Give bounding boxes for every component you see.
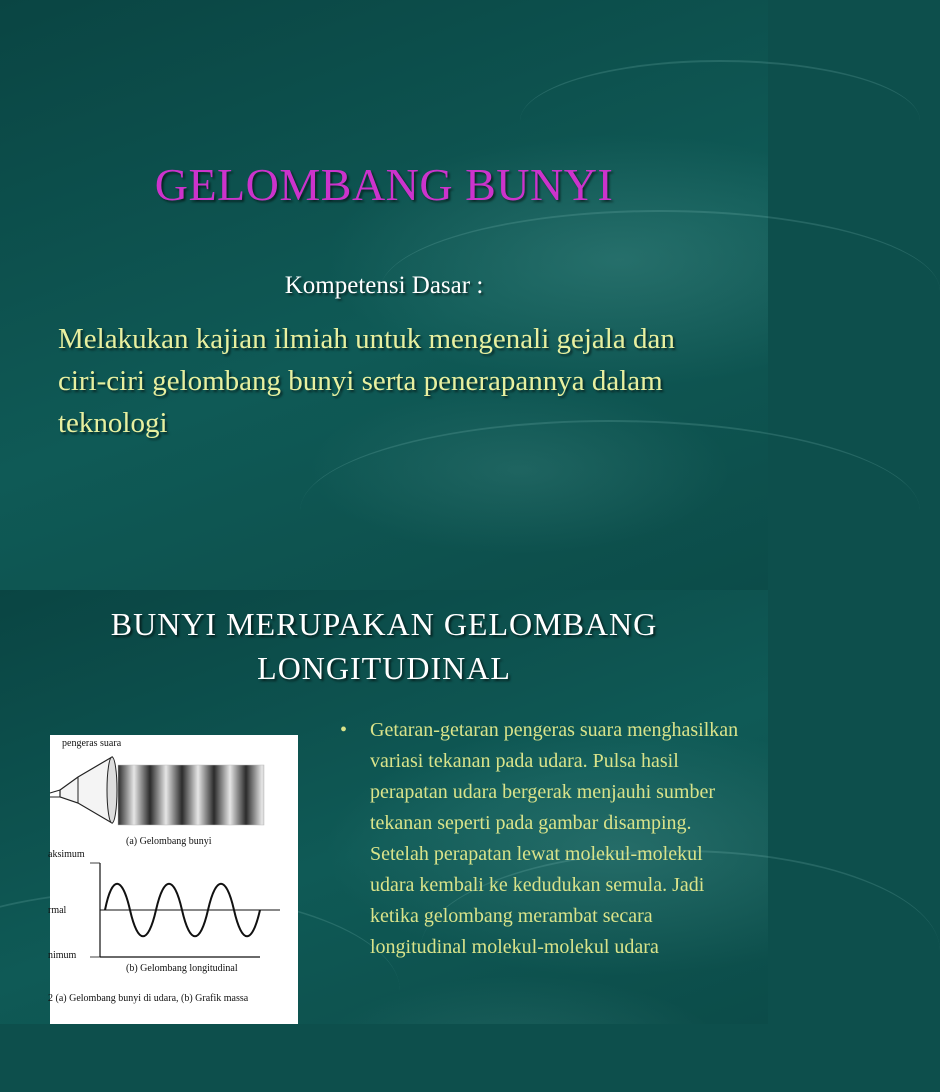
title-line-2: LONGITUDINAL [257,650,511,686]
caption-a: (a) Gelombang bunyi [126,836,212,847]
bullet-item [340,715,740,963]
max-label: aksimum [48,849,85,860]
sound-wave-figure [50,735,298,1024]
bullet-icon: • [340,719,348,741]
normal-label: rmal [48,905,67,916]
caption-main: 2 (a) Gelombang bunyi di udara, (b) Grafik massa [48,993,249,1004]
figure-drawing [50,735,298,1024]
speaker-label: pengeras suara [62,738,122,749]
slide-2 [0,590,768,1024]
speaker-icon [50,757,117,823]
bullet-text: Getaran-getaran pengeras suara menghasilkan variasi tekanan pada udara. Pulsa hasil perapatan udara bergerak menjauhi sumber tekanan seperti pada gambar disamping. Setelah perapatan lewat molekul-molekul udara kembali ke kedudukan semula. Jadi ketika gelombang merambat secara longitudinal molekul-molekul udara [370,719,739,958]
slide-subtitle: Kompetensi Dasar : [284,272,484,299]
competency-text: Melakukan kajian ilmiah untuk mengenali gejala dan ciri-ciri gelombang bunyi serta penerapannya dalam teknologi [58,323,675,439]
caption-b: (b) Gelombang longitudinal [126,963,238,974]
title-line-1: BUNYI MERUPAKAN GELOMBANG [110,606,658,642]
slide-title [0,602,768,690]
decorative-swoosh [300,420,920,602]
min-label: nimum [48,950,77,961]
slide-1 [0,0,768,590]
compression-bands [118,765,264,825]
slide-title: GELOMBANG BUNYI [154,159,614,210]
